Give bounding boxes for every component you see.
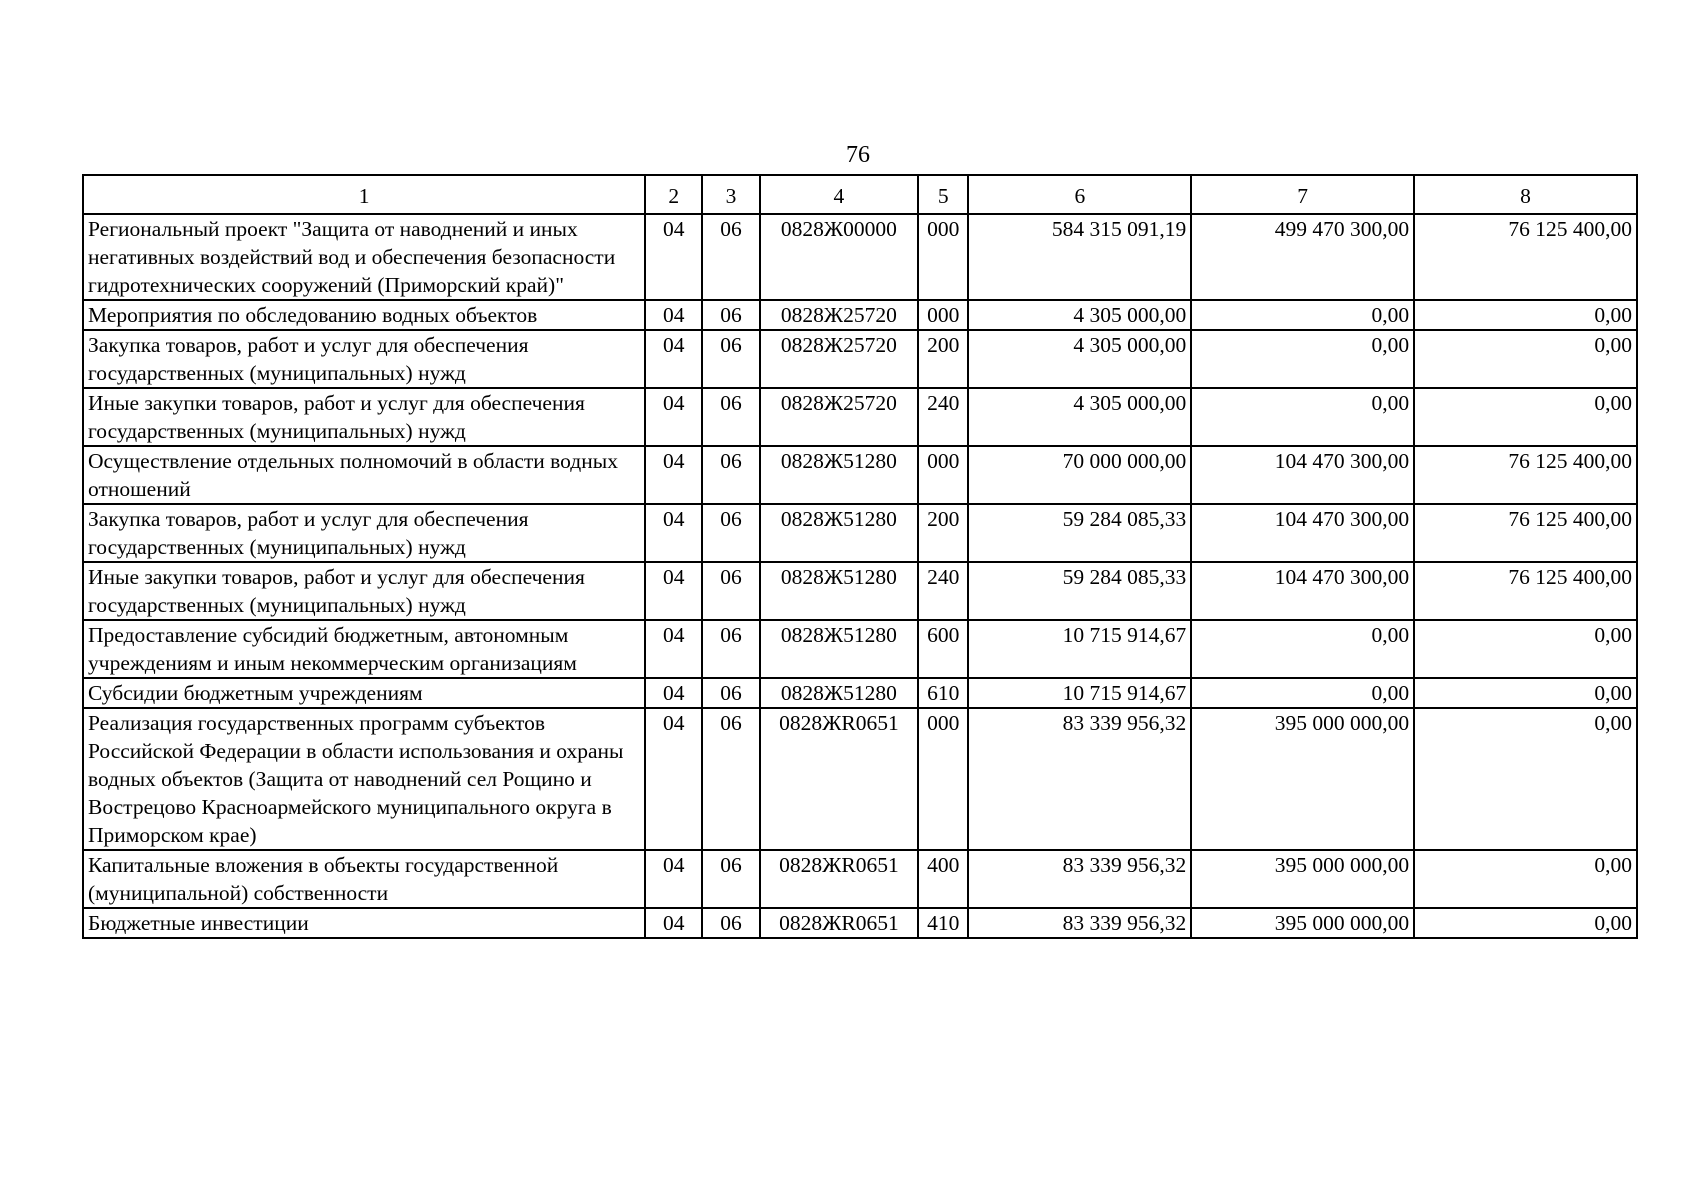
section-code: 04 bbox=[645, 388, 702, 446]
row-name: Региональный проект "Защита от наводнений и иных негативных воздействий вод и обеспечения безопасности гидротехнических сооружений (Приморский край)" bbox=[83, 214, 645, 300]
target-article-code: 0828Ж00000 bbox=[760, 214, 919, 300]
subsection-code: 06 bbox=[702, 708, 759, 850]
amount-col-8: 76 125 400,00 bbox=[1414, 504, 1637, 562]
row-name: Иные закупки товаров, работ и услуг для обеспечения государственных (муниципальных) нужд bbox=[83, 388, 645, 446]
expense-type-code: 000 bbox=[918, 214, 968, 300]
target-article-code: 0828ЖR0651 bbox=[760, 708, 919, 850]
table-header bbox=[83, 175, 1637, 214]
table-row bbox=[83, 708, 1637, 850]
column-header-2: 2 bbox=[645, 175, 702, 214]
row-name: Иные закупки товаров, работ и услуг для обеспечения государственных (муниципальных) нужд bbox=[83, 562, 645, 620]
expense-type-code: 000 bbox=[918, 300, 968, 330]
table-row bbox=[83, 562, 1637, 620]
table-row bbox=[83, 330, 1637, 388]
subsection-code: 06 bbox=[702, 678, 759, 708]
section-code: 04 bbox=[645, 446, 702, 504]
table-row bbox=[83, 678, 1637, 708]
target-article-code: 0828Ж51280 bbox=[760, 678, 919, 708]
target-article-code: 0828Ж51280 bbox=[760, 620, 919, 678]
section-code: 04 bbox=[645, 850, 702, 908]
amount-col-6: 83 339 956,32 bbox=[968, 850, 1191, 908]
budget-table bbox=[82, 174, 1638, 939]
table-row bbox=[83, 620, 1637, 678]
column-header-4: 4 bbox=[760, 175, 919, 214]
section-code: 04 bbox=[645, 678, 702, 708]
target-article-code: 0828Ж51280 bbox=[760, 562, 919, 620]
expense-type-code: 000 bbox=[918, 446, 968, 504]
column-header-1: 1 bbox=[83, 175, 645, 214]
section-code: 04 bbox=[645, 562, 702, 620]
row-name: Реализация государственных программ субъектов Российской Федерации в области использования и охраны водных объектов (Защита от наводнений сел Рощино и Вострецово Красноармейского муниципального округа в Приморском крае) bbox=[83, 708, 645, 850]
table-row bbox=[83, 214, 1637, 300]
expense-type-code: 000 bbox=[918, 708, 968, 850]
row-name: Осуществление отдельных полномочий в области водных отношений bbox=[83, 446, 645, 504]
amount-col-6: 59 284 085,33 bbox=[968, 562, 1191, 620]
target-article-code: 0828Ж25720 bbox=[760, 330, 919, 388]
table-row bbox=[83, 504, 1637, 562]
amount-col-7: 104 470 300,00 bbox=[1191, 504, 1414, 562]
amount-col-8: 76 125 400,00 bbox=[1414, 446, 1637, 504]
amount-col-6: 584 315 091,19 bbox=[968, 214, 1191, 300]
amount-col-7: 0,00 bbox=[1191, 388, 1414, 446]
target-article-code: 0828ЖR0651 bbox=[760, 850, 919, 908]
amount-col-7: 0,00 bbox=[1191, 330, 1414, 388]
amount-col-8: 0,00 bbox=[1414, 388, 1637, 446]
expense-type-code: 240 bbox=[918, 562, 968, 620]
expense-type-code: 610 bbox=[918, 678, 968, 708]
expense-type-code: 410 bbox=[918, 908, 968, 938]
column-header-8: 8 bbox=[1414, 175, 1637, 214]
amount-col-7: 104 470 300,00 bbox=[1191, 562, 1414, 620]
row-name: Закупка товаров, работ и услуг для обеспечения государственных (муниципальных) нужд bbox=[83, 330, 645, 388]
expense-type-code: 240 bbox=[918, 388, 968, 446]
amount-col-8: 0,00 bbox=[1414, 908, 1637, 938]
amount-col-6: 4 305 000,00 bbox=[968, 330, 1191, 388]
amount-col-8: 0,00 bbox=[1414, 330, 1637, 388]
section-code: 04 bbox=[645, 908, 702, 938]
row-name: Предоставление субсидий бюджетным, автономным учреждениям и иным некоммерческим организациям bbox=[83, 620, 645, 678]
amount-col-7: 395 000 000,00 bbox=[1191, 708, 1414, 850]
subsection-code: 06 bbox=[702, 300, 759, 330]
target-article-code: 0828Ж25720 bbox=[760, 388, 919, 446]
subsection-code: 06 bbox=[702, 330, 759, 388]
amount-col-8: 0,00 bbox=[1414, 678, 1637, 708]
subsection-code: 06 bbox=[702, 504, 759, 562]
expense-type-code: 200 bbox=[918, 504, 968, 562]
amount-col-8: 0,00 bbox=[1414, 708, 1637, 850]
subsection-code: 06 bbox=[702, 850, 759, 908]
amount-col-6: 4 305 000,00 bbox=[968, 388, 1191, 446]
amount-col-6: 59 284 085,33 bbox=[968, 504, 1191, 562]
subsection-code: 06 bbox=[702, 908, 759, 938]
target-article-code: 0828Ж51280 bbox=[760, 504, 919, 562]
target-article-code: 0828Ж25720 bbox=[760, 300, 919, 330]
amount-col-6: 70 000 000,00 bbox=[968, 446, 1191, 504]
table-row bbox=[83, 908, 1637, 938]
subsection-code: 06 bbox=[702, 620, 759, 678]
table-row bbox=[83, 300, 1637, 330]
header-row bbox=[83, 175, 1637, 214]
section-code: 04 bbox=[645, 330, 702, 388]
table-body bbox=[83, 214, 1637, 938]
column-header-7: 7 bbox=[1191, 175, 1414, 214]
row-name: Капитальные вложения в объекты государственной (муниципальной) собственности bbox=[83, 850, 645, 908]
subsection-code: 06 bbox=[702, 446, 759, 504]
amount-col-7: 499 470 300,00 bbox=[1191, 214, 1414, 300]
amount-col-6: 83 339 956,32 bbox=[968, 708, 1191, 850]
table-row bbox=[83, 850, 1637, 908]
expense-type-code: 200 bbox=[918, 330, 968, 388]
section-code: 04 bbox=[645, 504, 702, 562]
page-number: 76 bbox=[846, 142, 870, 168]
amount-col-6: 10 715 914,67 bbox=[968, 678, 1191, 708]
target-article-code: 0828ЖR0651 bbox=[760, 908, 919, 938]
amount-col-7: 0,00 bbox=[1191, 678, 1414, 708]
amount-col-7: 395 000 000,00 bbox=[1191, 908, 1414, 938]
subsection-code: 06 bbox=[702, 562, 759, 620]
amount-col-7: 0,00 bbox=[1191, 620, 1414, 678]
amount-col-8: 76 125 400,00 bbox=[1414, 214, 1637, 300]
amount-col-7: 0,00 bbox=[1191, 300, 1414, 330]
table-row bbox=[83, 446, 1637, 504]
amount-col-7: 395 000 000,00 bbox=[1191, 850, 1414, 908]
amount-col-8: 76 125 400,00 bbox=[1414, 562, 1637, 620]
section-code: 04 bbox=[645, 620, 702, 678]
amount-col-8: 0,00 bbox=[1414, 620, 1637, 678]
amount-col-6: 83 339 956,32 bbox=[968, 908, 1191, 938]
row-name: Бюджетные инвестиции bbox=[83, 908, 645, 938]
amount-col-6: 10 715 914,67 bbox=[968, 620, 1191, 678]
subsection-code: 06 bbox=[702, 388, 759, 446]
expense-type-code: 600 bbox=[918, 620, 968, 678]
section-code: 04 bbox=[645, 708, 702, 850]
amount-col-8: 0,00 bbox=[1414, 300, 1637, 330]
target-article-code: 0828Ж51280 bbox=[760, 446, 919, 504]
section-code: 04 bbox=[645, 300, 702, 330]
column-header-5: 5 bbox=[918, 175, 968, 214]
amount-col-8: 0,00 bbox=[1414, 850, 1637, 908]
section-code: 04 bbox=[645, 214, 702, 300]
table-row bbox=[83, 388, 1637, 446]
row-name: Мероприятия по обследованию водных объектов bbox=[83, 300, 645, 330]
expense-type-code: 400 bbox=[918, 850, 968, 908]
row-name: Субсидии бюджетным учреждениям bbox=[83, 678, 645, 708]
row-name: Закупка товаров, работ и услуг для обеспечения государственных (муниципальных) нужд bbox=[83, 504, 645, 562]
column-header-3: 3 bbox=[702, 175, 759, 214]
amount-col-6: 4 305 000,00 bbox=[968, 300, 1191, 330]
subsection-code: 06 bbox=[702, 214, 759, 300]
column-header-6: 6 bbox=[968, 175, 1191, 214]
amount-col-7: 104 470 300,00 bbox=[1191, 446, 1414, 504]
